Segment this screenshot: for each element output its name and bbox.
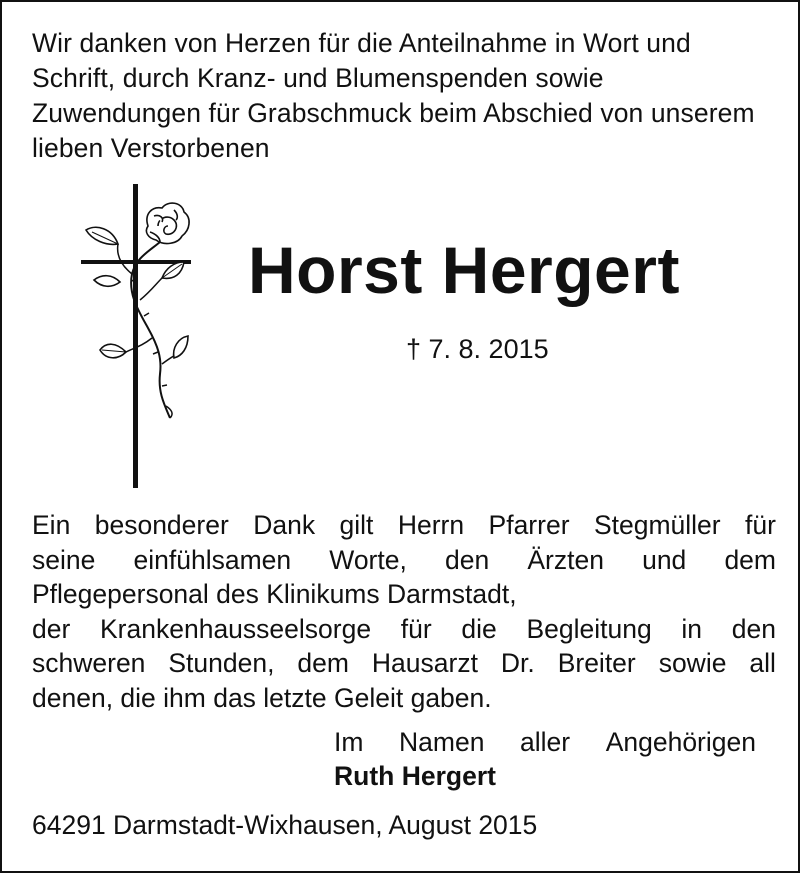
word: für <box>745 510 776 540</box>
word: Ärzten <box>527 544 604 575</box>
word: seine <box>32 544 96 575</box>
word: aller <box>520 727 571 757</box>
word: Krankenhausseelsorge <box>100 613 372 644</box>
word: Pfarrer <box>488 510 570 540</box>
word: der <box>32 613 71 644</box>
word: einfühlsamen <box>133 544 292 575</box>
word: Ein <box>32 510 71 540</box>
thanks-paragraph <box>32 508 776 715</box>
thanks-line-2 <box>32 543 776 578</box>
word: Hausarzt <box>371 648 478 678</box>
word: Angehörigen <box>605 727 756 757</box>
signer-name: Ruth Hergert <box>334 761 496 791</box>
word: dem <box>297 648 349 678</box>
place-and-date: 64291 Darmstadt-Wixhausen, August 2015 <box>32 810 538 840</box>
word: sowie <box>658 648 727 678</box>
word: Herrn <box>397 510 465 540</box>
cross-with-rose-icon <box>78 182 196 492</box>
thanks-line-1 <box>32 508 776 543</box>
word: Stunden, <box>168 648 275 678</box>
thanks-line-4 <box>32 612 776 647</box>
word: Stegmüller <box>593 510 721 540</box>
word: Im <box>334 727 364 757</box>
word: Begleitung <box>526 613 652 644</box>
word: besonderer <box>94 510 229 540</box>
word: Dank <box>253 510 316 540</box>
word: Worte, <box>329 544 407 575</box>
word: in <box>681 613 703 644</box>
death-date: † 7. 8. 2015 <box>406 334 549 364</box>
word: für <box>400 613 432 644</box>
signoff <box>334 725 756 793</box>
word: Breiter <box>557 648 636 678</box>
word: den <box>731 613 776 644</box>
word: den <box>444 544 490 575</box>
word: Namen <box>399 727 485 757</box>
word: und <box>642 544 687 575</box>
intro-text: Wir danken von Herzen für die Anteilnahme in Wort und Schrift, durch Kranz- und Blumenspenden sowie Zuwendungen für Grabschmuck beim Abschied von unserem lieben Verstorbenen <box>32 28 755 163</box>
deceased-name: Horst Hergert <box>248 233 680 307</box>
word: dem <box>724 544 776 575</box>
word: schweren <box>32 648 146 678</box>
word: gilt <box>339 510 374 540</box>
word: die <box>461 613 497 644</box>
thanks-line-3: Pflegepersonal des Klinikums Darmstadt, <box>32 579 517 609</box>
word: all <box>749 648 776 678</box>
word: Dr. <box>500 648 535 678</box>
thanks-line-5 <box>32 646 776 681</box>
signoff-phrase <box>334 725 756 759</box>
thanks-line-6: denen, die ihm das letzte Geleit gaben. <box>32 682 492 713</box>
